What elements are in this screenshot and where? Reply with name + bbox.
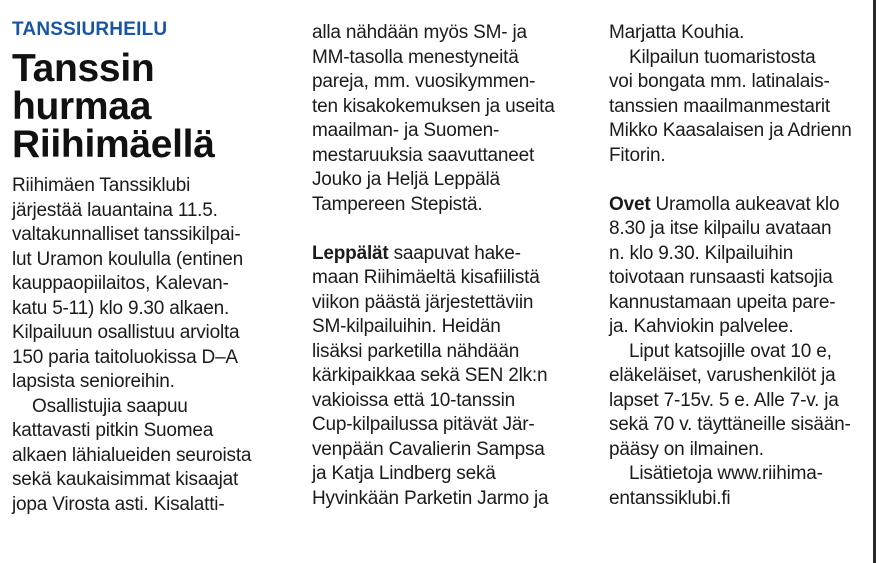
headline-line: Riihimäellä <box>12 123 215 166</box>
text-line: tanssien maailmanmestarit <box>609 95 830 117</box>
text-line: katu 5-11) klo 9.30 alkaen. <box>12 297 230 319</box>
text-line: eläkeläiset, varushenkilöt ja <box>609 365 836 386</box>
text-line: sekä kaukaisimmat kisaajat <box>12 469 239 490</box>
text-line: Fitorin. <box>609 144 666 166</box>
paragraph-gap <box>312 217 594 242</box>
text-line: Cup-kilpailussa pitävät Jär- <box>312 414 535 435</box>
text-line: kannustamaan upeita pare- <box>609 291 836 313</box>
text-line: lut Uramon koululla (entinen <box>12 248 243 270</box>
headline-line: Tanssin <box>12 47 155 90</box>
body-text <box>312 21 594 511</box>
text-line: pareja, mm. vuosikymmen- <box>312 71 536 92</box>
text-line: sekä 70 v. täyttäneille sisään- <box>609 414 851 435</box>
text-line: lapset 7-15v. 5 e. Alle 7-v. ja <box>609 389 839 411</box>
text-run: saapuvat hake- <box>388 242 521 264</box>
text-line: ja. Kahviokin palvelee. <box>609 316 794 337</box>
text-line: entanssiklubi.fi <box>609 487 731 509</box>
body-text <box>609 21 884 511</box>
text-line: kauppaopiilaitos, Kalevan- <box>12 273 229 294</box>
text-line: Kilpailuun osallistuu arviolta <box>12 322 240 343</box>
text-line: Kilpailun tuomaristosta <box>629 46 816 68</box>
text-line: pääsy on ilmainen. <box>609 438 764 460</box>
text-line: Tampereen Stepistä. <box>312 193 483 215</box>
text-line: lisäksi parketilla nähdään <box>312 340 520 362</box>
text-line: voi bongata mm. latinalais- <box>609 71 830 92</box>
text-line <box>312 242 594 267</box>
text-line: Hyvinkään Parketin Jarmo ja <box>312 487 549 509</box>
text-line <box>609 193 884 218</box>
headline <box>12 47 292 166</box>
column-2 <box>312 0 594 511</box>
text-line: kärkipaikkaa sekä SEN 2lk:n <box>312 365 548 386</box>
text-line: 8.30 ja itse kilpailu avataan <box>609 218 832 239</box>
text-line: SM-kilpailuihin. Heidän <box>312 316 501 337</box>
section-kicker: TANSSIURHEILU <box>12 19 168 40</box>
column-divider <box>873 0 876 563</box>
text-line: ja Katja Lindberg sekä <box>312 463 496 484</box>
text-line: toivotaan runsaasti katsojia <box>609 267 833 288</box>
text-line: mestaruuksia saavuttaneet <box>312 144 535 166</box>
text-line: lapsista senioreihin. <box>12 371 175 392</box>
text-line: 150 paria taitoluokissa D–A <box>12 346 238 368</box>
text-line: vakioissa että 10-tanssin <box>312 389 516 411</box>
text-line: alla nähdään myös SM- ja <box>312 22 527 43</box>
text-line: Jouko ja Heljä Leppälä <box>312 169 500 190</box>
paragraph-lead: Leppälät <box>312 242 389 264</box>
text-line: järjestää lauantaina 11.5. <box>12 199 218 221</box>
headline-line: hurmaa <box>12 85 152 128</box>
text-line: kattavasti pitkin Suomea <box>12 420 214 441</box>
column-3 <box>609 0 884 511</box>
text-line: maailman- ja Suomen- <box>312 120 500 141</box>
text-line: n. klo 9.30. Kilpailuihin <box>609 242 794 264</box>
text-line: Lisätietoja www.riihima- <box>629 463 823 484</box>
text-line: Osallistujia saapuu <box>32 395 188 417</box>
text-line: valtakunnalliset tanssikilpai- <box>12 224 241 245</box>
text-line: Riihimäen Tanssiklubi <box>12 175 191 196</box>
column-1 <box>12 0 292 517</box>
text-line: ten kisakokemuksen ja useita <box>312 95 555 117</box>
text-line: venpään Cavalierin Sampsa <box>312 438 545 460</box>
text-line: viikon päästä järjestettäviin <box>312 291 534 313</box>
text-line: maan Riihimäeltä kisafiilistä <box>312 267 540 288</box>
text-line: jopa Virosta asti. Kisalatti- <box>12 493 225 515</box>
paragraph-gap <box>609 168 884 193</box>
text-run: Uramolla aukeavat klo <box>650 193 840 215</box>
text-line: Liput katsojille ovat 10 e, <box>629 340 832 362</box>
text-line: alkaen lähialueiden seuroista <box>12 444 252 466</box>
text-line: Mikko Kaasalaisen ja Adrienn <box>609 120 852 141</box>
text-line: MM-tasolla menestyneitä <box>312 46 519 68</box>
body-text <box>12 174 292 517</box>
text-line: Marjatta Kouhia. <box>609 22 745 43</box>
paragraph-lead: Ovet <box>609 193 651 215</box>
